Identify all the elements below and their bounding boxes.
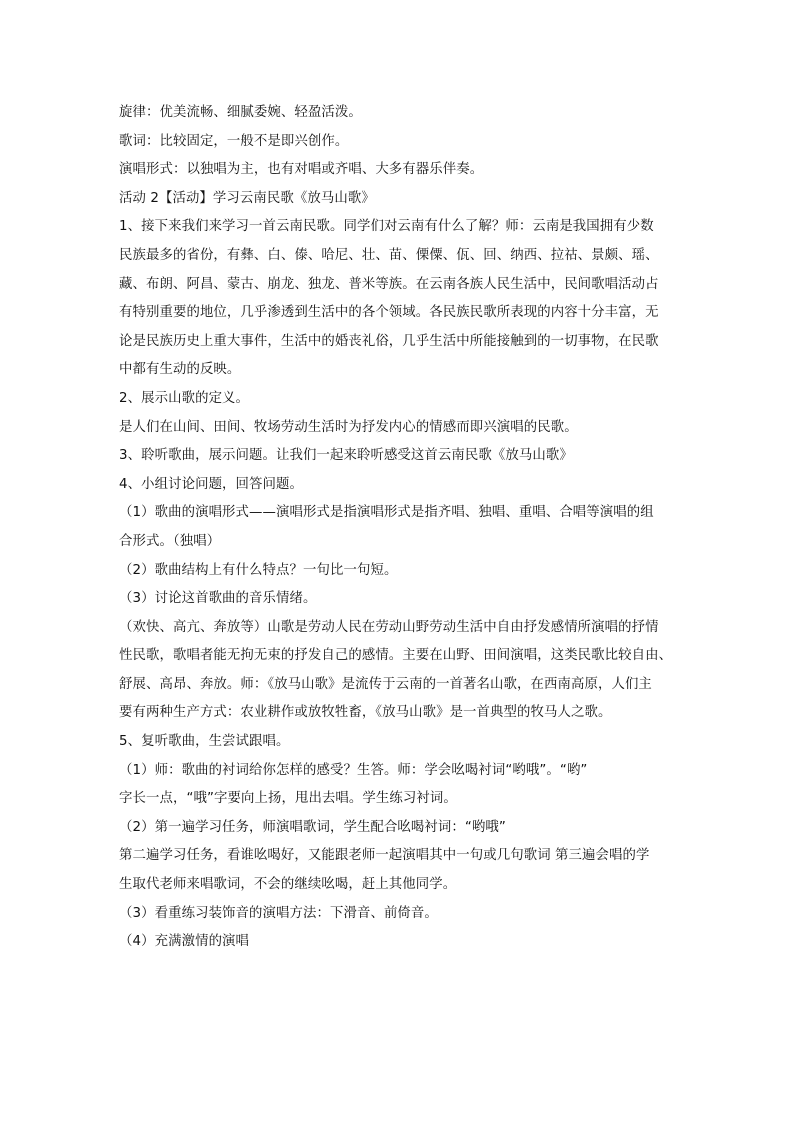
text-line: （2）第一遍学习任务，师演唱歌词，学生配合吆喝衬词：“哟哦” [119, 819, 506, 835]
text-line: （1）师：歌曲的衬词给你怎样的感受？生答。师：学会吆喝衬词“哟哦”。“哟” [119, 762, 588, 778]
text-line: 演唱形式：以独唱为主，也有对唱或齐唱、大多有器乐伴奏。 [119, 162, 484, 178]
text-line: 1、接下来我们来学习一首云南民歌。同学们对云南有什么了解？师：云南是我国拥有少数 [119, 219, 654, 235]
text-line: （2）歌曲结构上有什么特点？一句比一句短。 [119, 562, 398, 578]
text-line: 舒展、高昂、奔放。师：《放马山歌》是流传于云南的一首著名山歌，在西南高原，人们主 [119, 676, 652, 692]
text-line: 3、聆听歌曲，展示问题。让我们一起来聆听感受这首云南民歌《放马山歌》 [119, 448, 573, 464]
text-line: 是人们在山间、田间、牧场劳动生活时为抒发内心的情感而即兴演唱的民歌。 [119, 419, 578, 435]
text-line: 2、展示山歌的定义。 [119, 390, 250, 406]
text-line: 生取代老师来唱歌词，不会的继续吆喝，赶上其他同学。 [119, 877, 457, 893]
text-line: 要有两种生产方式：农业耕作或放牧牲畜，《放马山歌》是一首典型的牧马人之歌。 [119, 705, 612, 721]
text-line: （4）充满激情的演唱 [119, 934, 250, 950]
text-line: （3）讨论这首歌曲的音乐情绪。 [119, 591, 317, 607]
text-line: 4、小组讨论问题，回答问题。 [119, 476, 303, 492]
text-line: （3）看重练习装饰音的演唱方法：下滑音、前倚音。 [119, 905, 438, 921]
text-line: 藏、布朗、阿昌、蒙古、崩龙、独龙、普米等族。在云南各族人民生活中，民间歌唱活动占 [119, 276, 659, 292]
text-line: 合形式。（独唱） [119, 533, 221, 549]
text-line: 歌词：比较固定，一般不是即兴创作。 [119, 133, 349, 149]
text-line: 字长一点，“哦”字要向上扬，甩出去唱。学生练习衬词。 [119, 791, 457, 807]
text-line: 性民歌，歌唱者能无拘无束的抒发自己的感情。主要在山野、田间演唱，这类民歌比较自由、 [119, 648, 673, 664]
document-body [119, 99, 681, 957]
text-line: 有特别重要的地位，几乎渗透到生活中的各个领域。各民族民歌所表现的内容十分丰富，无 [119, 305, 659, 321]
text-line: （欢快、高亢、奔放等）山歌是劳动人民在劳动山野劳动生活中自由抒发感情所演唱的抒情 [119, 619, 659, 635]
section-heading: 活动 2【活动】学习云南民歌《放马山歌》 [119, 190, 375, 206]
text-line: 5、复听歌曲，生尝试跟唱。 [119, 734, 290, 750]
text-line: 中都有生动的反映。 [119, 362, 241, 378]
text-line: （1）歌曲的演唱形式——演唱形式是指演唱形式是指齐唱、独唱、重唱、合唱等演唱的组 [119, 505, 654, 521]
text-line: 旋律：优美流畅、细腻委婉、轻盈活泼。 [119, 105, 362, 120]
text-line: 第二遍学习任务，看谁吆喝好，又能跟老师一起演唱其中一句或几句歌词 第三遍会唱的学 [119, 848, 650, 864]
text-line: 民族最多的省份，有彝、白、傣、哈尼、壮、苗、傈僳、佤、回、纳西、拉祜、景颇、瑶、 [119, 247, 659, 263]
text-line: 论是民族历史上重大事件，生活中的婚丧礼俗，几乎生活中所能接触到的一切事物，在民歌 [119, 333, 659, 349]
